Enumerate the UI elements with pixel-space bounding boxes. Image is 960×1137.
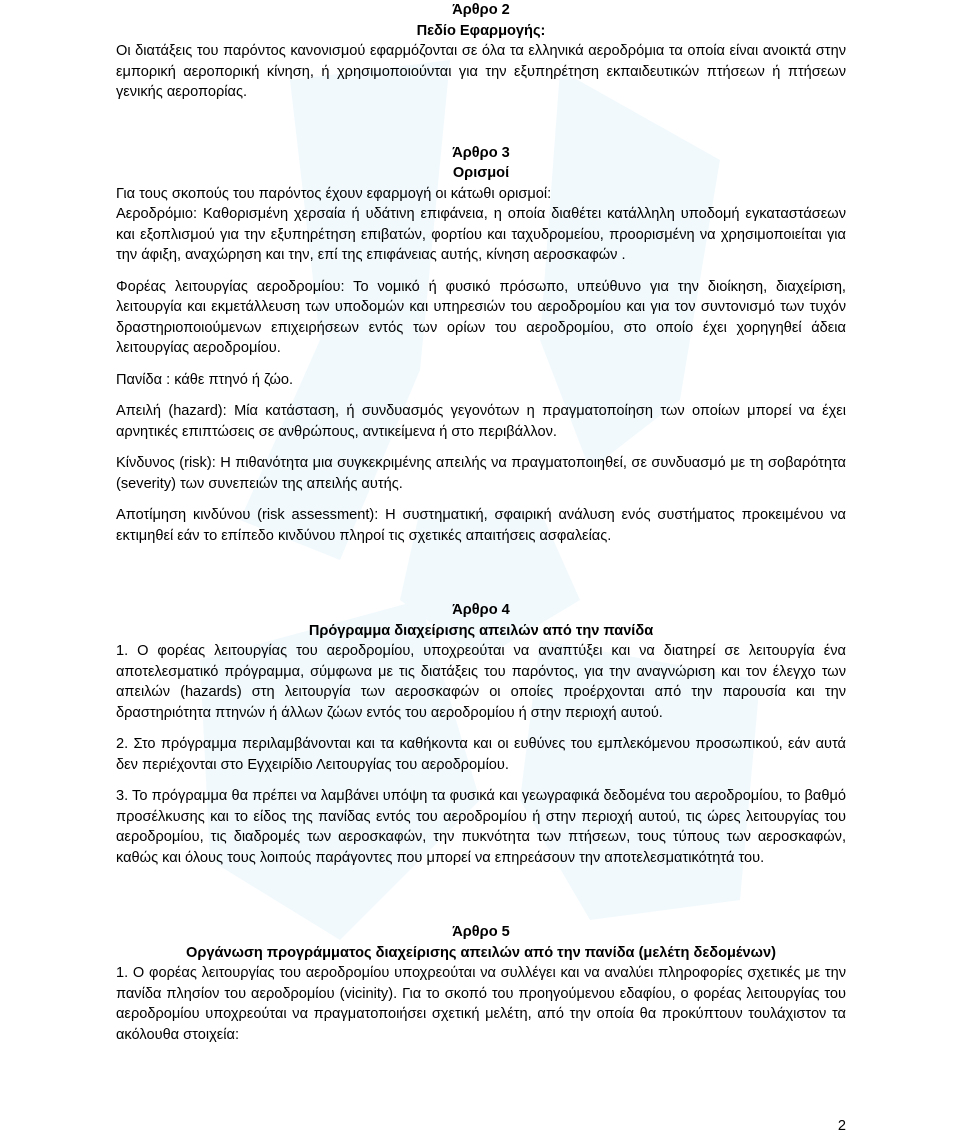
article-2-subheading: Πεδίο Εφαρμογής:	[416, 22, 546, 39]
article-5-item-1: 1. Ο φορέας λειτουργίας του αεροδρομίου υποχρεούται να συλλέγει και να αναλύει πληροφορίες σχετικές με την πανίδα πλησίον του αεροδρομίου (vicinity). Για το σκοπό του προηγούμενου εδαφίου, ο φορέας λειτουργίας του αεροδρομίου υποχρεούται να πραγματοποιήσει σχετική μελέτη, από την οποία θα προκύπτουν τουλάχιστον τα ακόλουθα στοιχεία:	[116, 965, 846, 1043]
definition-operator: Φορέας λειτουργίας αεροδρομίου: Το νομικό ή φυσικό πρόσωπο, υπεύθυνο για την διοίκηση, διαχείριση, λειτουργία και εκμετάλλευση των υποδομών και υπηρεσιών του αεροδρομίου και για τον συντονισμό των τυχόν δραστηριοποιούμενων επιχειρήσεων εντός των ορίων του αεροδρομίου, στο οποίο έχει χορηγηθεί άδεια λειτουργίας αεροδρομίου.	[116, 278, 846, 356]
article-3	[116, 143, 846, 547]
article-4-item-1: 1. Ο φορέας λειτουργίας του αεροδρομίου, υποχρεούται να αναπτύξει και να διατηρεί σε λειτουργία ένα αποτελεσματικό πρόγραμμα, σύμφωνα με τις διατάξεις του παρόντος, για την αναγνώριση και τον έλεγχο των απειλών (hazards) στη λειτουργία των αεροσκαφών οι οποίες προέρχονται από την παρουσία και την δραστηριότητα πτηνών ή άλλων ζώων εντός του αεροδρομίου ή στην περιοχή αυτού.	[116, 643, 846, 721]
article-3-intro: Για τους σκοπούς του παρόντος έχουν εφαρμογή οι κάτωθι ορισμοί:	[116, 185, 552, 202]
definition-aerodrome: Αεροδρόμιο: Καθορισμένη χερσαία ή υδάτινη επιφάνεια, η οποία διαθέτει κατάλληλη υποδομή εγκαταστάσεων και εξοπλισμού για την εξυπηρέτηση επιβατών, φορτίου και ταχυδρομείου, προορισμένη να χρησιμοποιείται για την άφιξη, αναχώρηση και την, επί της επιφάνειας αυτής, κίνηση αεροσκαφών .	[116, 206, 846, 263]
article-5-heading: Άρθρο 5	[452, 924, 510, 940]
article-4-heading: Άρθρο 4	[452, 602, 510, 618]
article-5-subheading: Οργάνωση προγράμματος διαχείρισης απειλών από την πανίδα (μελέτη δεδομένων)	[186, 944, 776, 961]
document-body	[116, 0, 846, 1045]
page-number: 2	[837, 1118, 846, 1134]
article-3-subheading: Ορισμοί	[452, 165, 510, 181]
article-5	[116, 922, 846, 1045]
article-2	[116, 0, 846, 103]
article-4-subheading: Πρόγραμμα διαχείρισης απειλών από την πανίδα	[308, 622, 654, 639]
article-4-item-3: 3. Το πρόγραμμα θα πρέπει να λαμβάνει υπόψη τα φυσικά και γεωγραφικά δεδομένα του αεροδρομίου, το βαθμό προσέλκυσης και το είδος της πανίδας εντός του αεροδρομίου ή στην περιοχή αυτού, τις ώρες λειτουργίας του αεροδρομίου, τις διαδρομές των αεροσκαφών, την πυκνότητα των πτήσεων, τους τύπους των αεροσκαφών, καθώς και όλους τους λοιπούς παράγοντες που μπορεί να επηρεάσουν την αποτελεσματικότητά του.	[116, 788, 846, 866]
article-3-heading: Άρθρο 3	[452, 144, 510, 161]
definition-risk: Κίνδυνος (risk): Η πιθανότητα μια συγκεκριμένης απειλής να πραγματοποιηθεί, σε συνδυασμό με τη σοβαρότητα (severity) των συνεπειών της απειλής αυτής.	[116, 455, 846, 492]
article-4	[116, 600, 846, 868]
definition-wildlife: Πανίδα : κάθε πτηνό ή ζώο.	[116, 371, 294, 388]
article-2-heading: Άρθρο 2	[452, 2, 510, 18]
definition-risk-assessment: Αποτίμηση κινδύνου (risk assessment): Η συστηματική, σφαιρική ανάλυση ενός συστήματος προκειμένου να εκτιμηθεί εάν το επίπεδο κινδύνου πληροί τις σχετικές απαιτήσεις ασφαλείας.	[116, 507, 846, 544]
article-2-text: Οι διατάξεις του παρόντος κανονισμού εφαρμόζονται σε όλα τα ελληνικά αεροδρόμια τα οποία είναι ανοικτά στην εμπορική αεροπορική κίνηση, ή χρησιμοποιούνται για την εξυπηρέτηση εκπαιδευτικών πτήσεων ή πτήσεων γενικής αεροπορίας.	[116, 43, 846, 100]
article-4-item-2: 2. Στο πρόγραμμα περιλαμβάνονται και τα καθήκοντα και οι ευθύνες του εμπλεκόμενου προσωπικού, εάν αυτά δεν περιέχονται στο Εγχειρίδιο Λειτουργίας του αεροδρομίου.	[116, 736, 846, 773]
definition-hazard: Απειλή (hazard): Μία κατάσταση, ή συνδυασμός γεγονότων η πραγματοποίηση των οποίων μπορεί να έχει αρνητικές επιπτώσεις σε ανθρώπους, αντικείμενα ή στο περιβάλλον.	[116, 403, 846, 440]
